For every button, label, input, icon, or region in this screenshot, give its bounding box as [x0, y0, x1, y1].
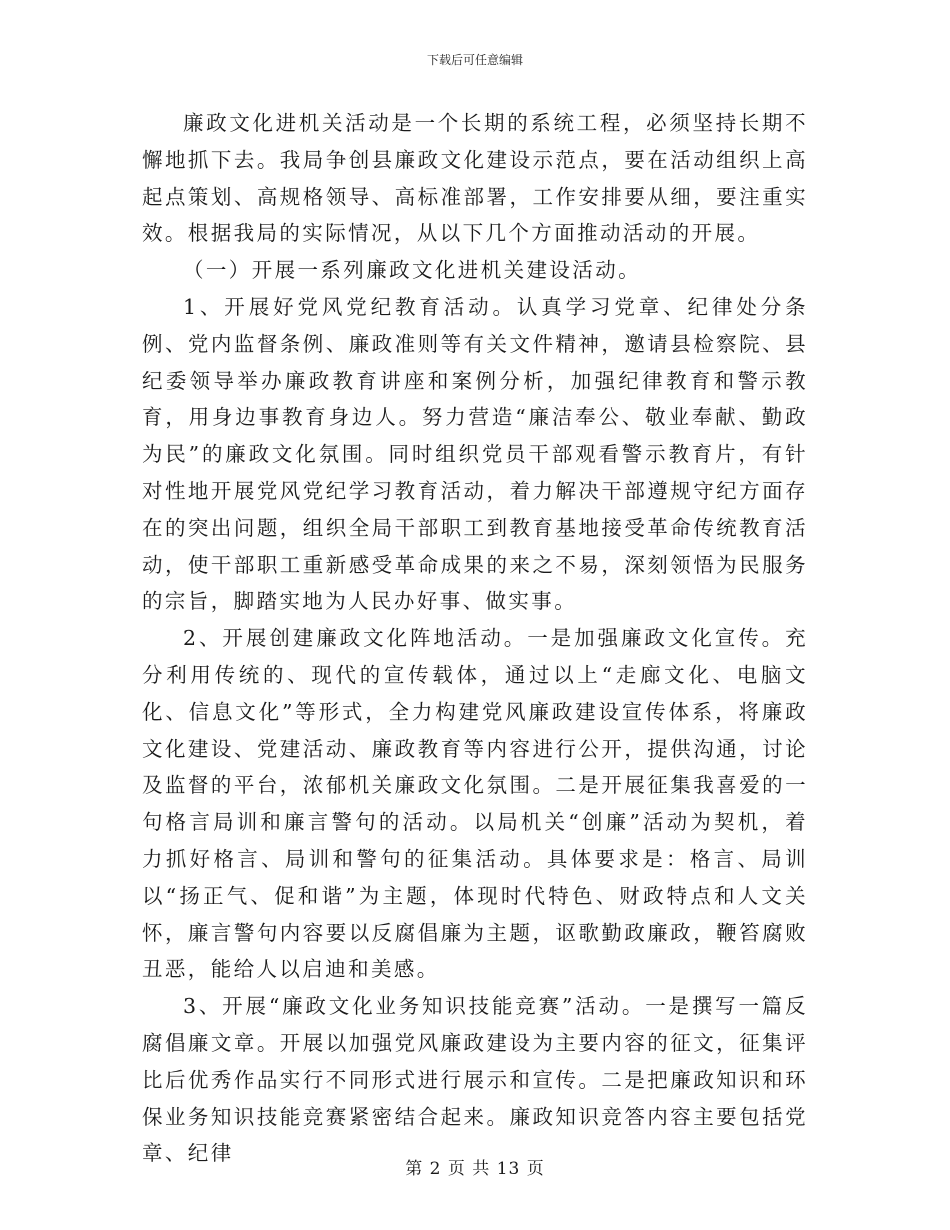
page-number: 第 2 页 共 13 页: [405, 1159, 545, 1179]
section-heading-1: （一）开展一系列廉政文化进机关建设活动。: [183, 258, 641, 283]
page-header: 下载后可任意编辑: [426, 53, 523, 67]
document-body: [142, 105, 808, 1172]
paragraph-item-1: 1、开展好党风党纪教育活动。认真学习党章、纪律处分条例、党内监督条例、廉政准则等有关文件精神，邀请县检察院、县纪委领导举办廉政教育讲座和案例分析，加强纪律教育和警示教育，用身边事教育身边人。努力营造“廉洁奉公、敬业奉献、勤政为民”的廉政文化氛围。同时组织党员干部观看警示教育片，有针对性地开展党风党纪学习教育活动，着力解决干部遵规守纪方面存在的突出问题，组织全局干部职工到教育基地接受革命传统教育活动，使干部职工重新感受革命成果的来之不易，深刻领悟为民服务的宗旨，脚踏实地为人民办好事、做实事。: [142, 294, 808, 614]
paragraph-intro: 廉政文化进机关活动是一个长期的系统工程，必须坚持长期不懈地抓下去。我局争创县廉政文化建设示范点，要在活动组织上高起点策划、高规格领导、高标准部署，工作安排要从细，要注重实效。根据我局的实际情况，从以下几个方面推动活动的开展。: [142, 111, 808, 246]
paragraph-item-2: 2、开展创建廉政文化阵地活动。一是加强廉政文化宣传。充分利用传统的、现代的宣传载体，通过以上“走廊文化、电脑文化、信息文化”等形式，全力构建党风廉政建设宣传体系，将廉政文化建设、党建活动、廉政教育等内容进行公开，提供沟通，讨论及监督的平台，浓郁机关廉政文化氛围。二是开展征集我喜爱的一句格言局训和廉言警句的活动。以局机关“创廉”活动为契机，着力抓好格言、局训和警句的征集活动。具体要求是：格言、局训以“扬正气、促和谐”为主题，体现时代特色、财政特点和人文关怀，廉言警句内容要以反腐倡廉为主题，讴歌勤政廉政，鞭笞腐败丑恶，能给人以启迪和美感。: [142, 626, 808, 982]
paragraph-item-3: 3、开展“廉政文化业务知识技能竞赛”活动。一是撰写一篇反腐倡廉文章。开展以加强党风廉政建设为主要内容的征文，征集评比后优秀作品实行不同形式进行展示和宣传。二是把廉政知识和环保业务知识技能竞赛紧密结合起来。廉政知识竞答内容主要包括党章、纪律: [142, 994, 808, 1166]
